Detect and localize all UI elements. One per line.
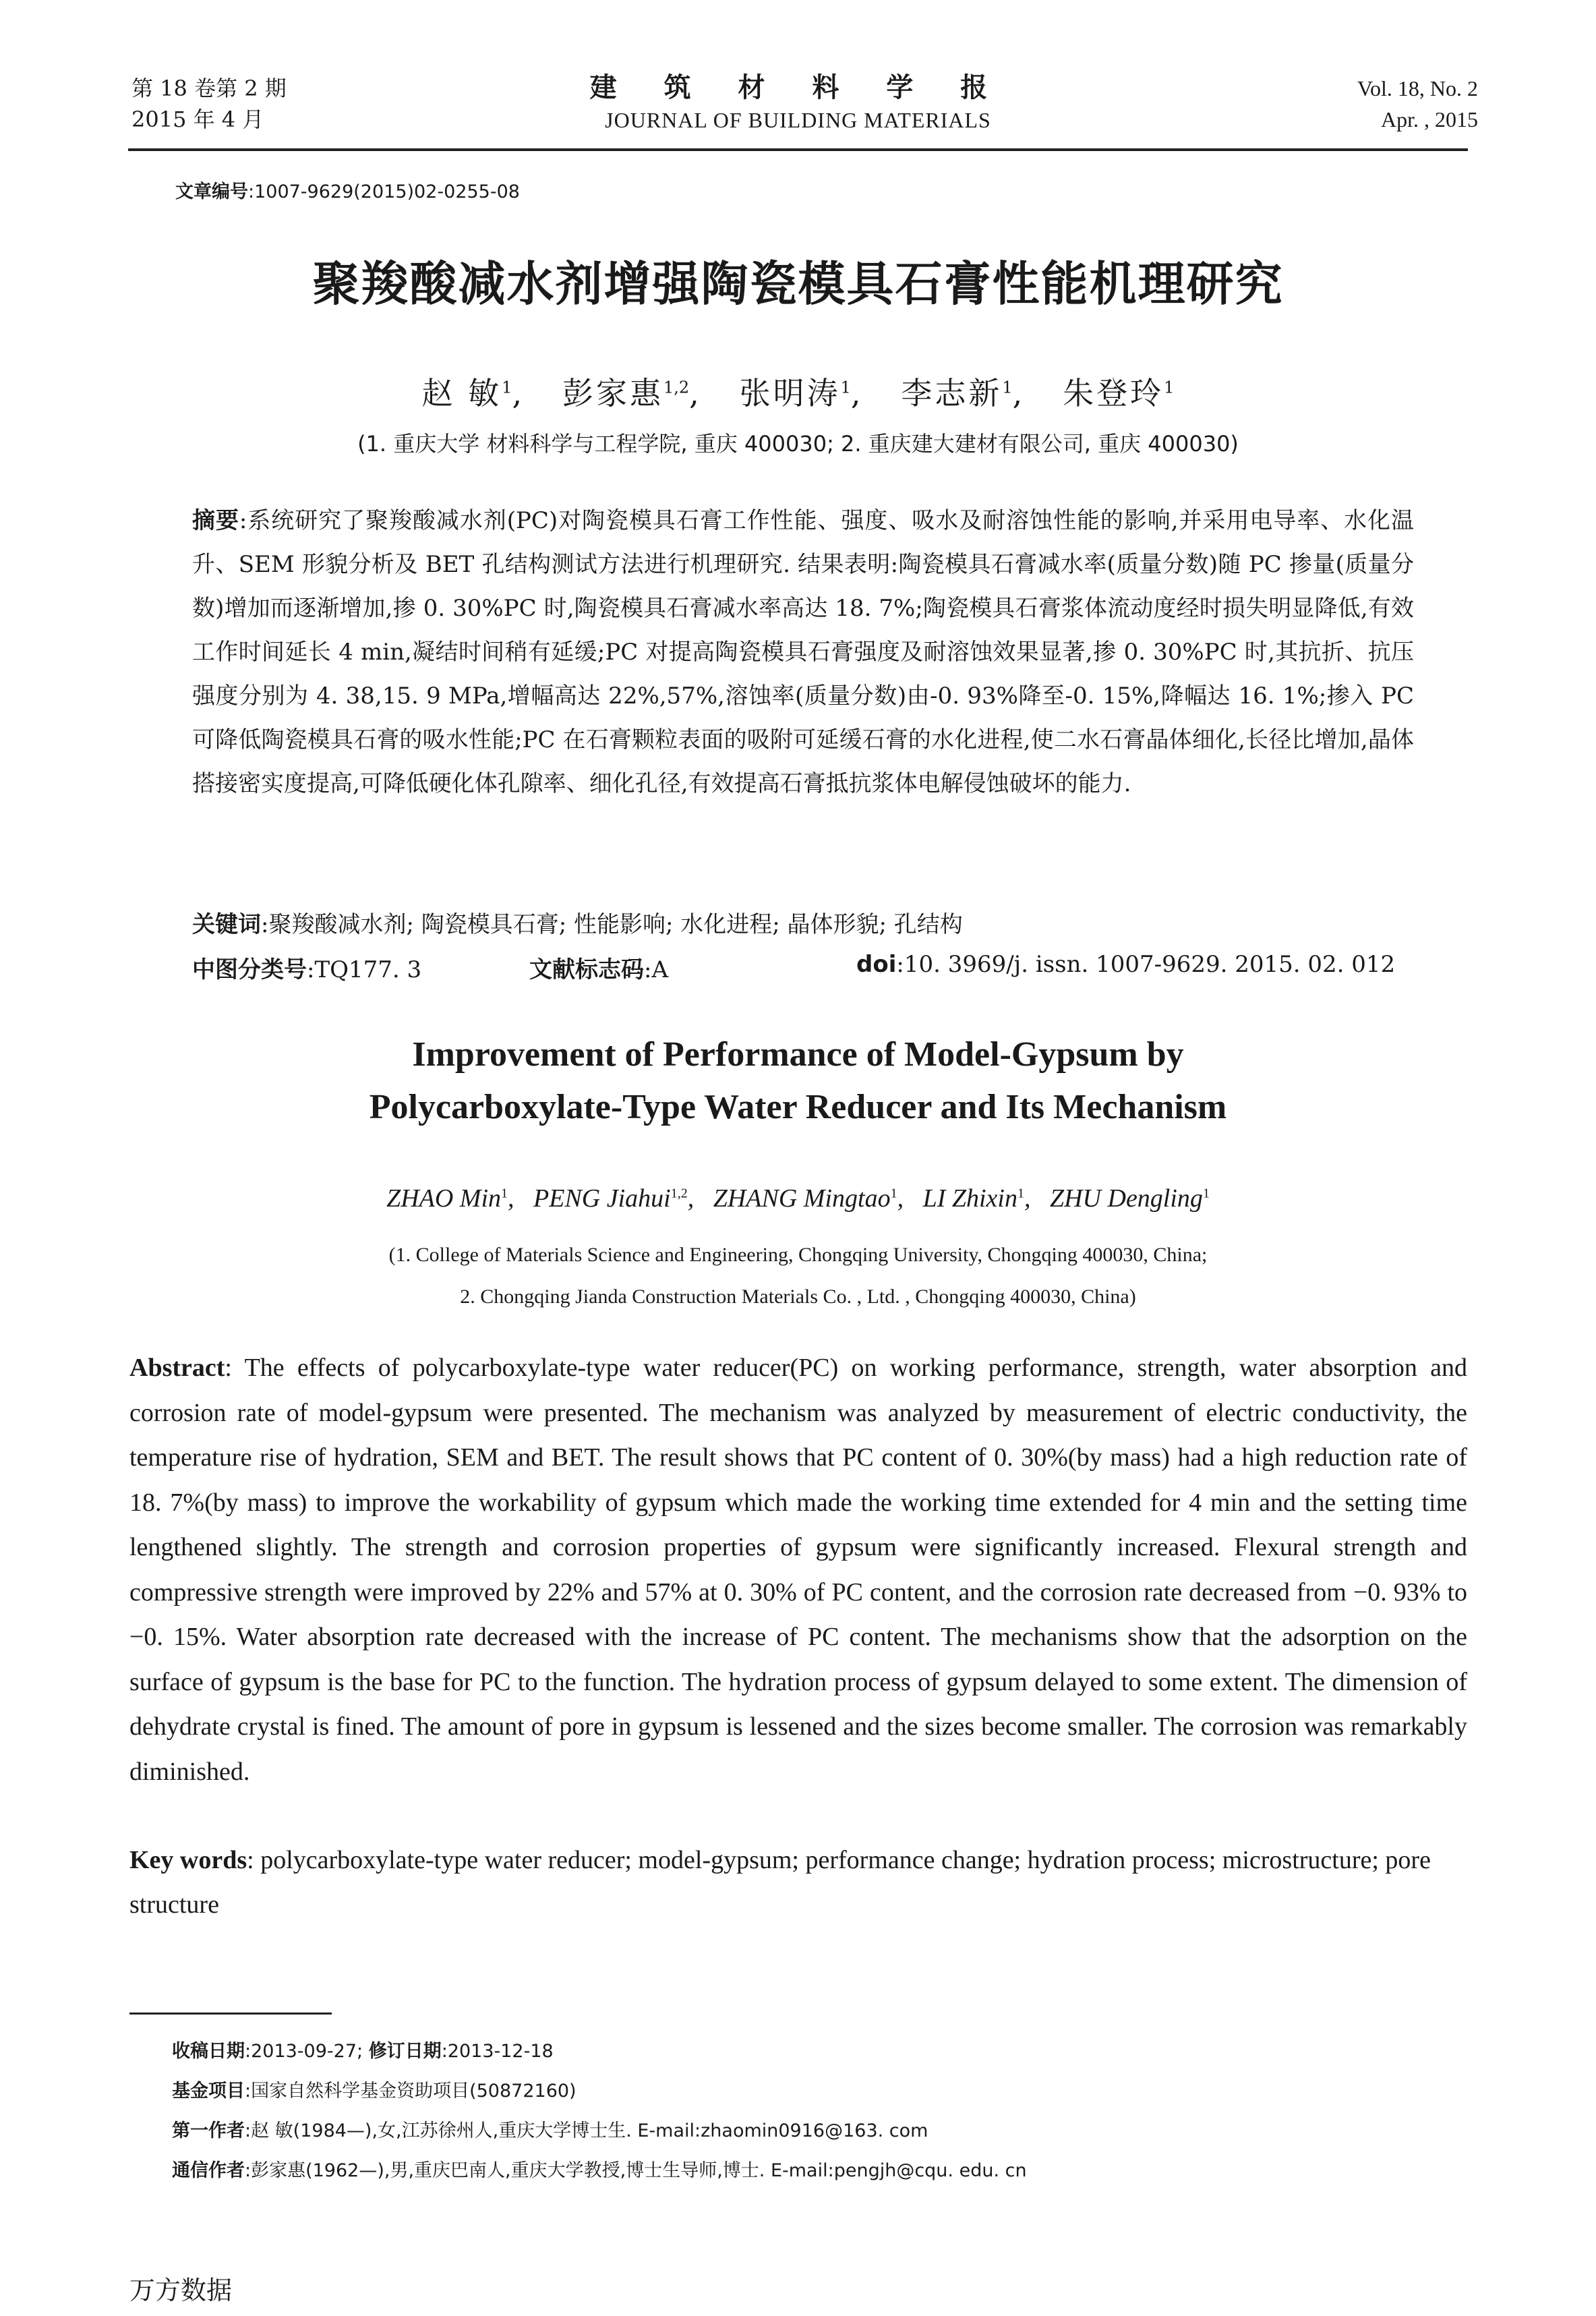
clc-number xyxy=(192,956,421,983)
chinese-keywords xyxy=(192,906,1414,939)
en-author: LI Zhixin xyxy=(922,1184,1017,1213)
footnote-label: 通信作者 xyxy=(172,2160,245,2181)
footnotes xyxy=(172,2031,1027,2191)
cn-author: 李志新 xyxy=(901,375,1003,411)
footnote-dates xyxy=(172,2031,1027,2071)
footnote-text: :国家自然科学基金资助项目(50872160) xyxy=(245,2081,577,2102)
en-author-affil-mark: 1,2 xyxy=(670,1186,688,1201)
footnote-text: :2013-12-18 xyxy=(441,2041,554,2062)
cn-keywords-text: :聚羧酸减水剂; 陶瓷模具石膏; 性能影响; 水化进程; 晶体形貌; 孔结构 xyxy=(261,911,963,938)
date-en: Apr. , 2015 xyxy=(1381,107,1478,132)
cn-author: 张明涛 xyxy=(739,375,841,411)
document-code-label: 文献标志码 xyxy=(529,956,644,983)
cn-author-affil-mark: 1 xyxy=(502,378,512,397)
chinese-authors: 赵 敏$^1$, 彭家惠$^{1,2}$, 张明涛$^1$, 李志新$^1$, 朱登玲$^1$ xyxy=(421,375,1175,411)
footnote-label: 修订日期 xyxy=(368,2041,442,2062)
article-number xyxy=(175,177,520,203)
footnote-first-author xyxy=(172,2111,1027,2151)
footnote-corresponding-author xyxy=(172,2151,1027,2191)
chinese-affiliation: (1. 重庆大学 材料科学与工程学院, 重庆 400030; 2. 重庆建大建材有限公司, 重庆 400030) xyxy=(357,431,1239,457)
en-abstract-label: Abstract xyxy=(129,1354,225,1382)
article-number-label: 文章编号 xyxy=(175,181,248,202)
footnote-label: 收稿日期 xyxy=(172,2041,245,2062)
en-author: ZHU Dengling xyxy=(1049,1184,1203,1213)
en-author: ZHAO Min xyxy=(386,1184,502,1213)
clc-value: :TQ177. 3 xyxy=(307,956,422,983)
english-affiliation xyxy=(0,1234,1596,1318)
footnote-funding xyxy=(172,2071,1027,2111)
cn-author-affil-mark: 1 xyxy=(840,378,851,397)
en-author-affil-mark: 1 xyxy=(501,1186,508,1201)
en-author: PENG Jiahui xyxy=(533,1184,671,1213)
en-author-affil-mark: 1 xyxy=(890,1186,897,1201)
cn-author-affil-mark: 1,2 xyxy=(663,378,690,397)
english-title-line: Polycarboxylate-Type Water Reducer and Its Mechanism xyxy=(369,1088,1227,1126)
en-author-affil-mark: 1 xyxy=(1017,1186,1024,1201)
cn-author-affil-mark: 1 xyxy=(1002,378,1013,397)
volume-issue-cn: 第 18 卷第 2 期 xyxy=(131,76,287,101)
clc-label: 中图分类号 xyxy=(192,956,307,983)
footnote-text: :2013-09-27; xyxy=(245,2041,369,2062)
english-keywords xyxy=(129,1838,1467,1927)
cn-author: 朱登玲 xyxy=(1063,375,1164,411)
watermark: 万方数据 xyxy=(129,2276,233,2305)
en-author: ZHANG Mingtao xyxy=(713,1184,891,1213)
volume-issue-en: Vol. 18, No. 2 xyxy=(1357,76,1478,100)
english-title-line: Improvement of Performance of Model-Gypsum by xyxy=(412,1035,1184,1074)
doi-value: :10. 3969/j. issn. 1007-9629. 2015. 02. 012 xyxy=(896,951,1396,978)
journal-header xyxy=(0,70,1596,135)
footnote-label: 第一作者 xyxy=(172,2120,245,2141)
en-keywords-label: Key words xyxy=(129,1846,247,1874)
footnote-text: :彭家惠(1962—),男,重庆巴南人,重庆大学教授,博士生导师,博士. E-mail:pengjh@cqu. edu. cn xyxy=(245,2160,1027,2181)
journal-name-cn: 建 筑 材 料 学 报 xyxy=(589,72,1007,103)
cn-abstract-label: 摘要 xyxy=(192,507,239,534)
article-number-value: :1007-9629(2015)02-0255-08 xyxy=(248,181,520,202)
footnote-rule xyxy=(129,2013,332,2015)
cn-author-affil-mark: 1 xyxy=(1164,378,1175,397)
footnote-text: :赵 敏(1984—),女,江苏徐州人,重庆大学博士生. E-mail:zhaomin0916@163. com xyxy=(245,2120,928,2141)
cn-abstract-text: :系统研究了聚羧酸减水剂(PC)对陶瓷模具石膏工作性能、强度、吸水及耐溶蚀性能的影响,并采用电导率、水化温升、SEM 形貌分析及 BET 孔结构测试方法进行机理研究. 结果表明:陶瓷模具石膏减水率(质量分数)随 PC 掺量(质量分数)增加而逐渐增加,掺 0. 30%PC 时,陶瓷模具石膏减水率高达 18. 7%;陶瓷模具石膏浆体流动度经时损失明显降低,有效工作时间延长 4 min,凝结时间稍有延缓;PC 对提高陶瓷模具石膏强度及耐溶蚀效果显著,掺 0. 30%PC 时,其抗折、抗压强度分别为 4. 38,15. 9 MPa,增幅高达 22%,57%,溶蚀率(质量分数)由-0. 93%降至-0. 15%,降幅达 16. 1%;掺入 PC 可降低陶瓷模具石膏的吸水性能;PC 在石膏颗粒表面的吸附可延缓石膏的水化进程,使二水石膏晶体细化,长径比增加,晶体搭接密实度提高,可降低硬化体孔隙率、细化孔径,有效提高石膏抵抗浆体电解侵蚀破坏的能力. xyxy=(192,507,1415,797)
english-abstract xyxy=(129,1345,1467,1794)
date-cn: 2015 年 4 月 xyxy=(131,107,264,132)
header-rule xyxy=(128,148,1468,151)
doi-label: doi xyxy=(856,951,897,978)
header-right xyxy=(1357,73,1478,135)
english-authors: ZHAO Min$^1$, PENG Jiahui$^{1,2}$, ZHANG Mingtao$^1$, LI Zhixin$^1$, ZHU Dengling$^1$ xyxy=(386,1184,1210,1213)
journal-name-en: JOURNAL OF BUILDING MATERIALS xyxy=(605,108,991,132)
cn-keywords-label: 关键词 xyxy=(192,911,261,938)
cn-author: 彭家惠 xyxy=(562,375,663,411)
classification-line xyxy=(192,951,1414,984)
footnote-label: 基金项目 xyxy=(172,2081,245,2102)
english-affiliation-line: (1. College of Materials Science and Engineering, Chongqing University, Chongqing 400030, China; xyxy=(388,1244,1208,1266)
chinese-abstract xyxy=(192,499,1414,806)
english-title xyxy=(0,1029,1596,1134)
en-author-affil-mark: 1 xyxy=(1202,1186,1210,1201)
document-code-value: :A xyxy=(644,956,669,983)
document-code xyxy=(529,951,668,984)
en-abstract-text: : The effects of polycarboxylate-type water reducer(PC) on working performance, strength, water absorption and corrosion rate of model-gypsum were presented. The mechanism was analyzed by measurement of electric conductivity, the temperature rise of hydration, SEM and BET. The result shows that PC content of 0. 30%(by mass) had a high reduction rate of 18. 7%(by mass) to improve the workability of gypsum which made the working time extended for 4 min and the setting time lengthened slightly. The strength and corrosion properties of gypsum were significantly increased. Flexural strength and compressive strength were improved by 22% and 57% at 0. 30% of PC content, and the corrosion rate decreased from −0. 93% to −0. 15%. Water absorption rate decreased with the increase of PC content. The mechanisms show that the adsorption on the surface of gypsum is the base for PC to the function. The hydration process of gypsum delayed to some extent. The dimension of dehydrate crystal is fined. The amount of pore in gypsum is lessened and the sizes become smaller. The corrosion was remarkably diminished. xyxy=(129,1354,1467,1786)
chinese-title: 聚羧酸减水剂增强陶瓷模具石膏性能机理研究 xyxy=(312,256,1284,312)
en-keywords-text: : polycarboxylate-type water reducer; model-gypsum; performance change; hydration process; microstructure; pore structure xyxy=(129,1846,1431,1919)
doi xyxy=(856,951,1395,978)
cn-author: 赵 敏 xyxy=(421,375,502,411)
english-affiliation-line: 2. Chongqing Jianda Construction Materials Co. , Ltd. , Chongqing 400030, China) xyxy=(460,1285,1136,1308)
